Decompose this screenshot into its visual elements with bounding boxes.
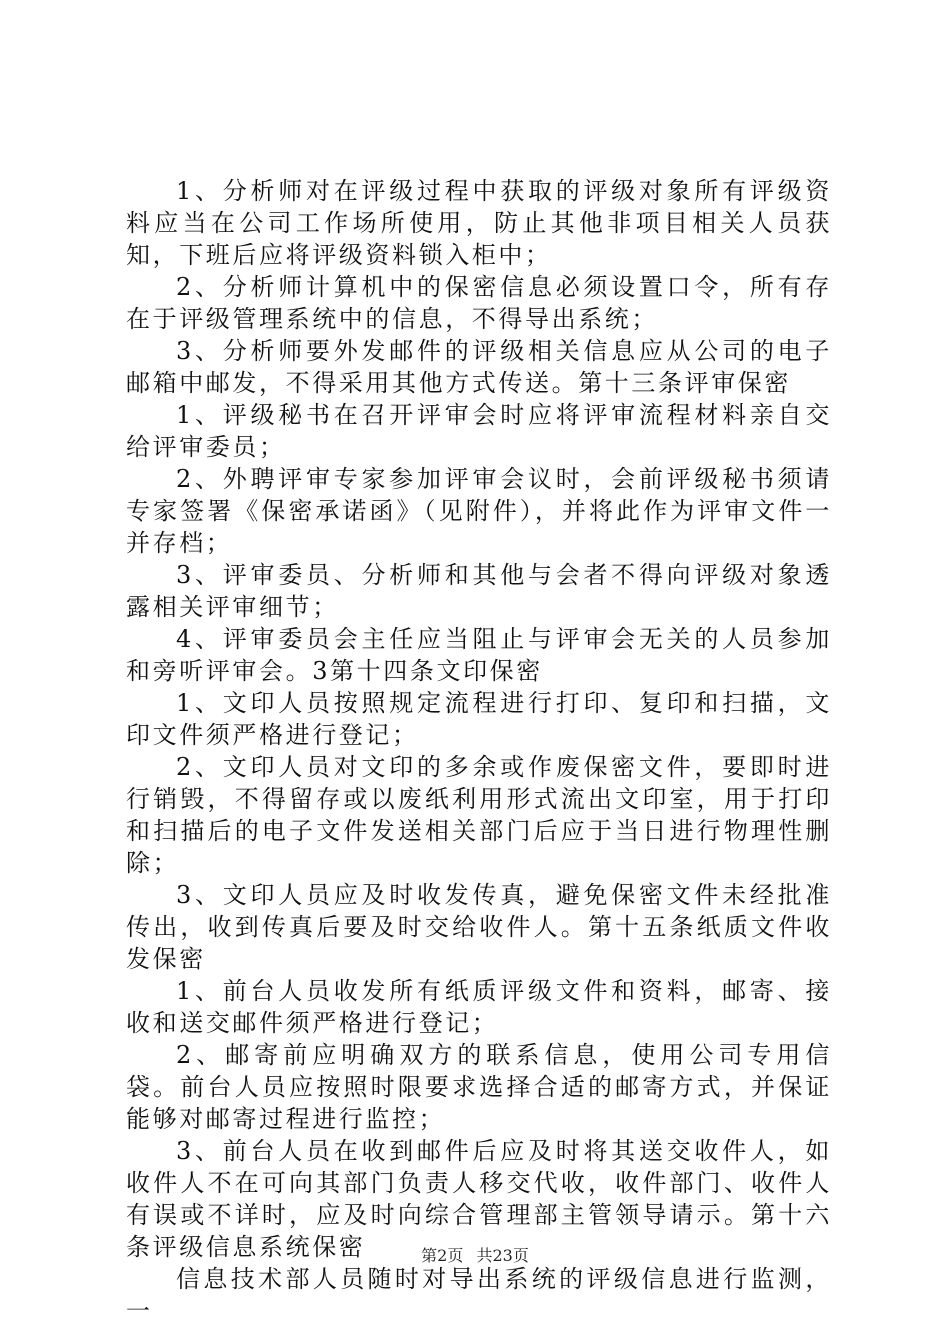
page-total: 共23页	[476, 1246, 529, 1265]
paragraph-7: 4、评审委员会主任应当阻止与评审会无关的人员参加和旁听评审会。3第十四条文印保密	[126, 625, 832, 685]
paragraph-2: 2、分析师计算机中的保密信息必须设置口令，所有存在于评级管理系统中的信息，不得导出系统；	[126, 273, 832, 333]
paragraph-8: 1、文印人员按照规定流程进行打印、复印和扫描，文印文件须严格进行登记；	[126, 689, 832, 749]
paragraph-14: 信息技术部人员随时对导出系统的评级信息进行监测，一	[126, 1265, 832, 1325]
paragraph-11: 1、前台人员收发所有纸质评级文件和资料，邮寄、接收和送交邮件须严格进行登记；	[126, 977, 832, 1037]
paragraph-4: 1、评级秘书在召开评审会时应将评审流程材料亲自交给评审委员；	[126, 401, 832, 461]
page-number: 第2页	[421, 1246, 464, 1265]
paragraph-1: 1、分析师对在评级过程中获取的评级对象所有评级资料应当在公司工作场所使用，防止其他非项目相关人员获知，下班后应将评级资料锁入柜中；	[126, 177, 832, 269]
document-body	[126, 175, 832, 1327]
paragraph-12: 2、邮寄前应明确双方的联系信息，使用公司专用信袋。前台人员应按照时限要求选择合适的邮寄方式，并保证能够对邮寄过程进行监控；	[126, 1041, 832, 1133]
paragraph-5: 2、外聘评审专家参加评审会议时，会前评级秘书须请专家签署《保密承诺函》（见附件），并将此作为评审文件一并存档；	[126, 465, 832, 557]
paragraph-6: 3、评审委员、分析师和其他与会者不得向评级对象透露相关评审细节；	[126, 561, 832, 621]
paragraph-13: 3、前台人员在收到邮件后应及时将其送交收件人，如收件人不在可向其部门负责人移交代收，收件部门、收件人有误或不详时，应及时向综合管理部主管领导请示。第十六条评级信息系统保密	[126, 1137, 832, 1261]
paragraph-3: 3、分析师要外发邮件的评级相关信息应从公司的电子邮箱中邮发，不得采用其他方式传送。第十三条评审保密	[126, 337, 832, 397]
paragraph-10: 3、文印人员应及时收发传真，避免保密文件未经批准传出，收到传真后要及时交给收件人。第十五条纸质文件收发保密	[126, 881, 832, 973]
paragraph-9: 2、文印人员对文印的多余或作废保密文件，要即时进行销毁，不得留存或以废纸利用形式流出文印室，用于打印和扫描后的电子文件发送相关部门后应于当日进行物理性删除；	[126, 753, 832, 877]
page-footer	[0, 1246, 950, 1266]
